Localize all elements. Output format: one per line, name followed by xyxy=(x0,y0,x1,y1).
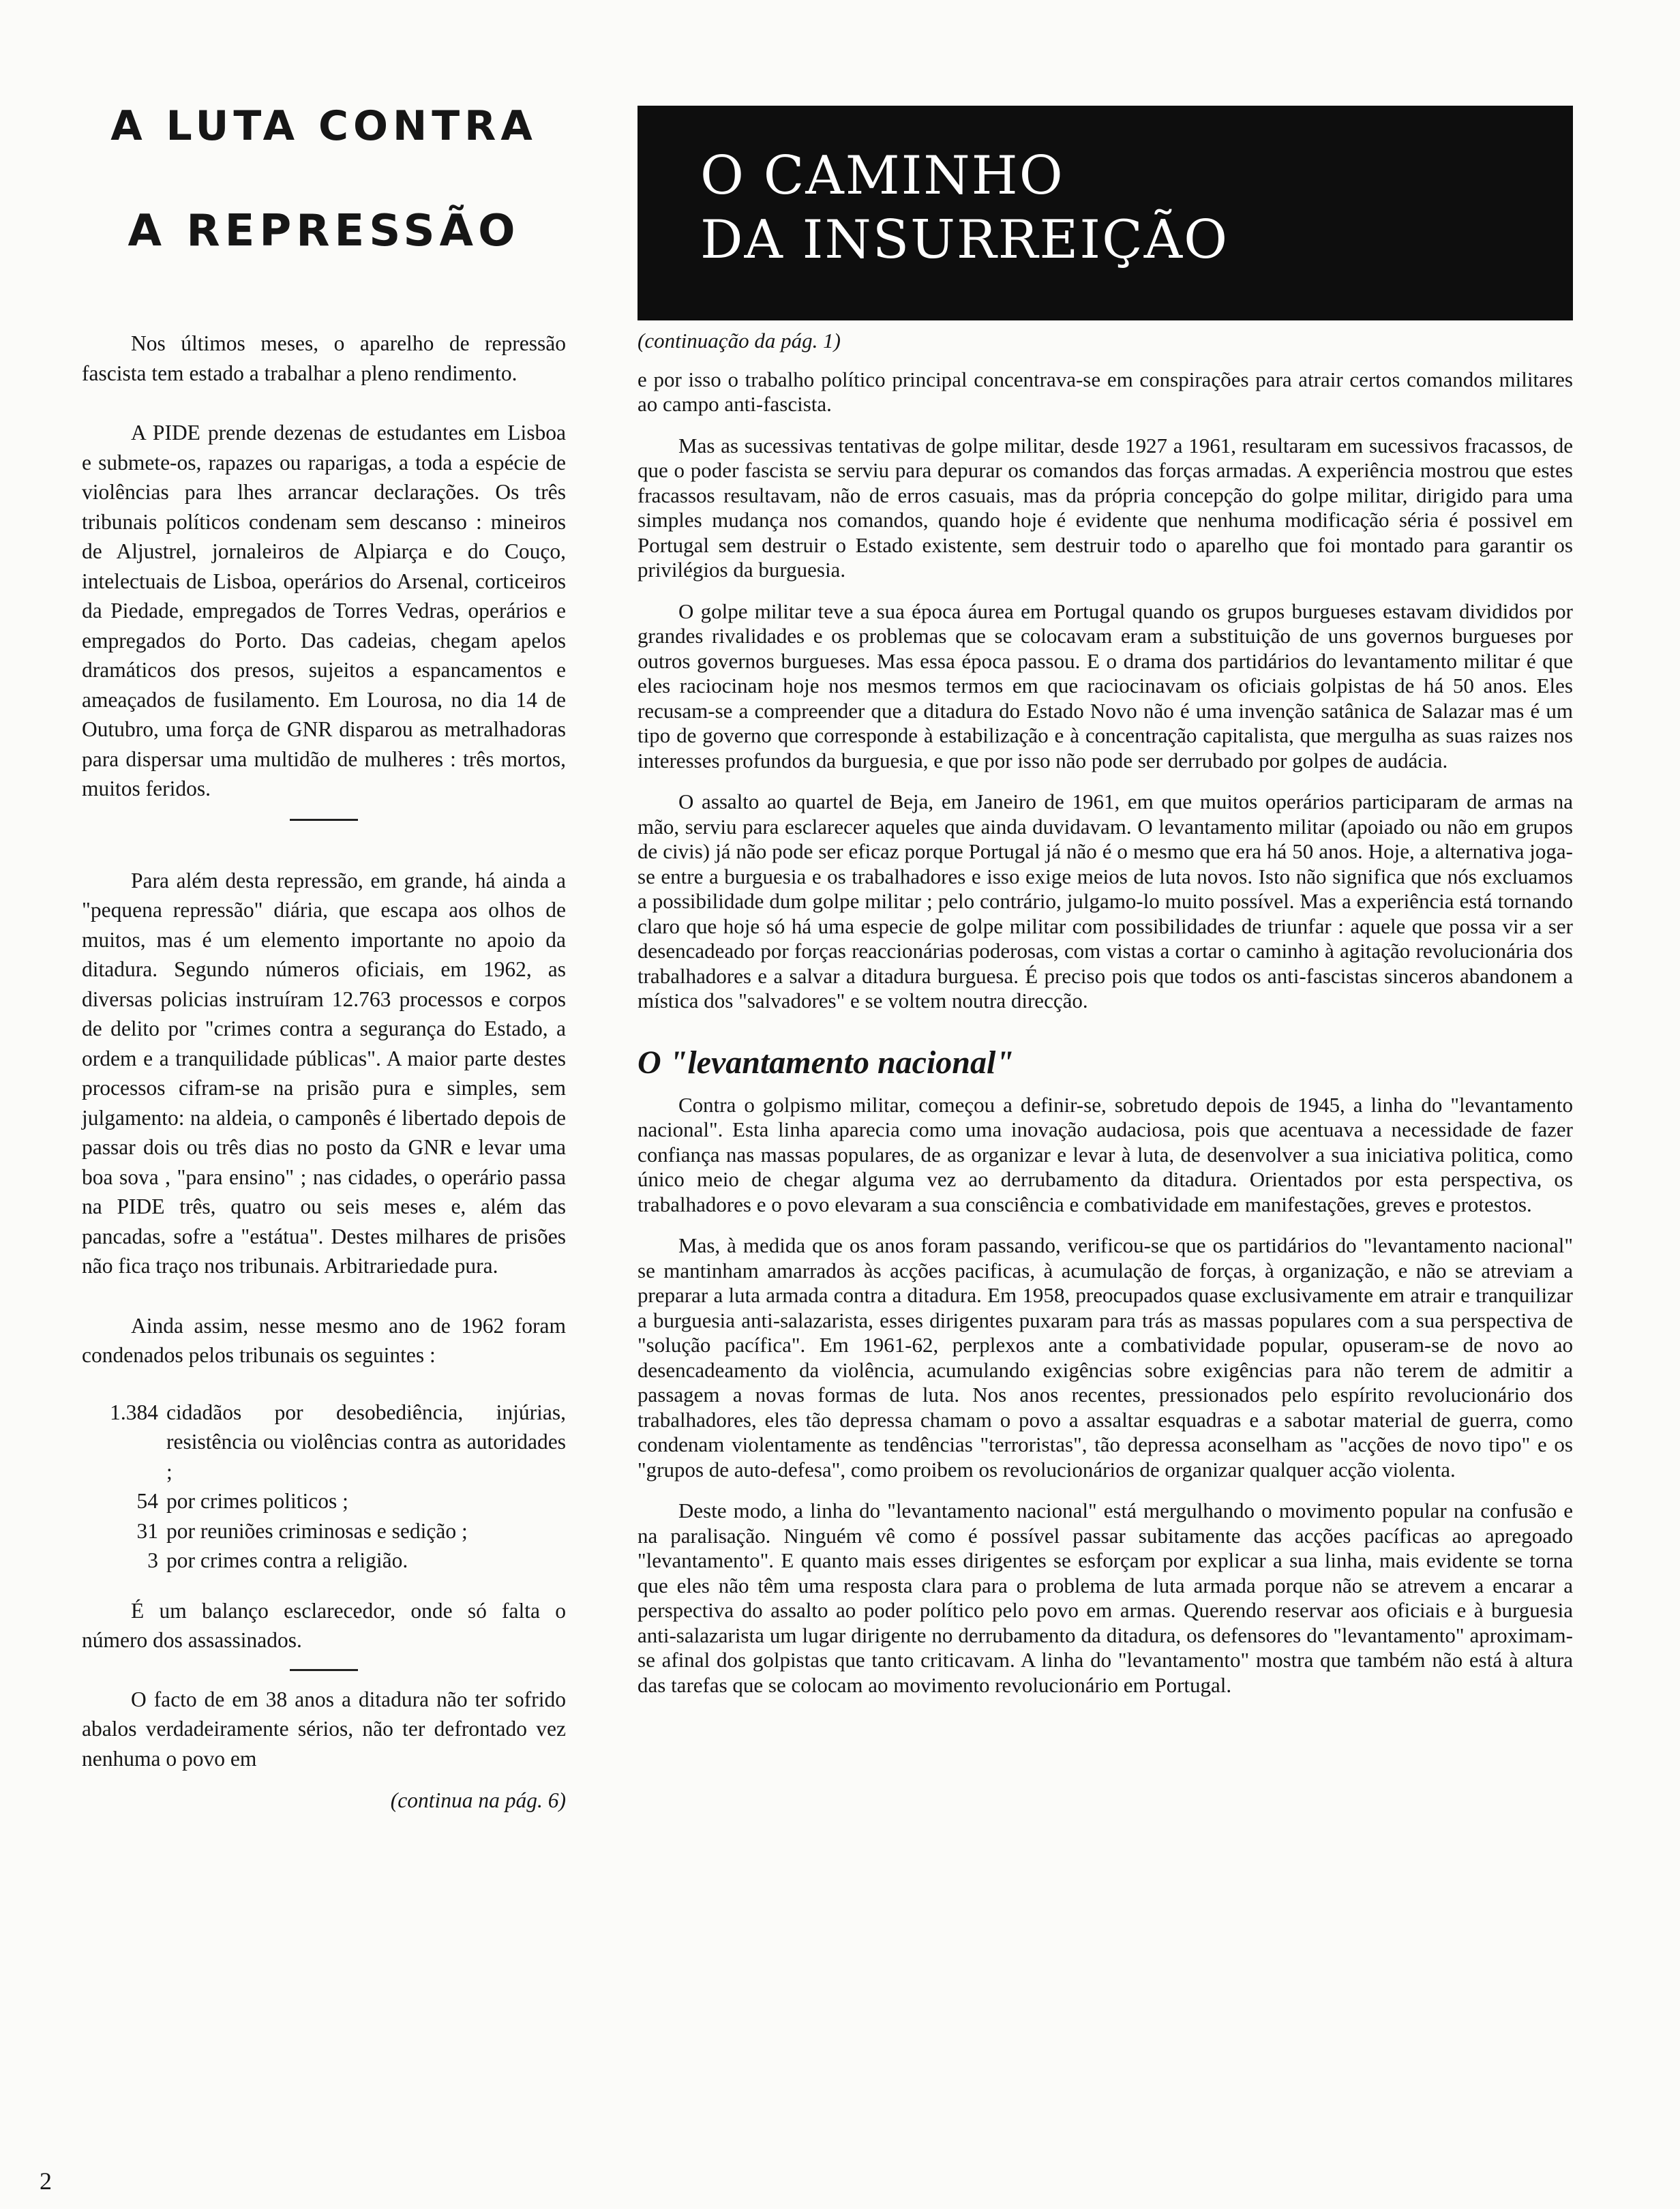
left-paragraph-5: É um balanço esclarecedor, onde só falta o número dos assassinados. xyxy=(82,1598,566,1652)
right-paragraph-7: Deste modo, a linha do "levantamento nacional" está mergulhando o movimento popular na confusão e na paralisação. Ninguém vê como é possível passar subitamente das acções pacíficas ao apregoado "levantamento". E quanto mais esses dirigentes se esforçam por explicar a sua linha, mais evidente se torna que eles não têm uma resposta clara para o problema de luta armada porque não se atrevem a encarar a perspectiva do assalto ao poder político pelo povo em armas. Querendo reservar aos oficiais e à burguesia anti-salazarista um lugar dirigente no derrubamento da ditadura, os defensores do "levantamento" aproximam-se afinal dos golpistas que tanto criticavam. A linha do "levantamento" mostra que também não está à altura das tarefas que se colocam ao movimento revolucionário em Portugal. xyxy=(638,1499,1573,1697)
right-article-title-banner xyxy=(638,106,1573,320)
banner-title-line1: O CAMINHO xyxy=(700,145,1064,207)
left-paragraph-1: Nos últimos meses, o aparelho de repressão fascista tem estado a trabalhar a pleno rendimento. xyxy=(82,331,566,385)
continued-from-note: (continuação da pág. 1) xyxy=(638,329,841,352)
list-item-number: 54 xyxy=(136,1489,158,1513)
list-item-text: por crimes politicos ; xyxy=(166,1489,348,1513)
page-number: 2 xyxy=(40,2167,52,2195)
left-article-title xyxy=(82,102,566,256)
list-item xyxy=(82,1516,566,1546)
list-item-number: 1.384 xyxy=(110,1400,158,1424)
section-heading: O "levantamento nacional" xyxy=(638,1044,1014,1081)
right-column xyxy=(638,329,1573,1698)
right-paragraph-3: O golpe militar teve a sua época áurea em Portugal quando os grupos burgueses estavam divididos por grandes rivalidades e os problemas que se colocavam eram a substituição de uns governos burgueses por outros governos burgueses. Mas essa época passou. E o drama dos partidários do levantamento militar é que eles raciocinam hoje nos mesmos termos em que raciocinavam os oficiais golpistas de há 50 anos. Eles recusam-se a compreender que a ditadura do Estado Novo não é uma invenção satânica de Salazar mas é um tipo de governo que corresponde à estabilização e à concentração capitalista, que mergulha as suas raizes nos interesses profundos da burguesia, e que por isso não pode ser derrubado por golpes de audácia. xyxy=(638,599,1573,772)
list-item-number: 31 xyxy=(136,1518,158,1543)
continued-on-note: (continua na pág. 6) xyxy=(390,1788,566,1812)
convictions-list xyxy=(82,1398,566,1576)
left-column xyxy=(82,102,566,1816)
list-item xyxy=(82,1398,566,1487)
list-item-text: por crimes contra a religião. xyxy=(166,1548,408,1572)
list-item-text: por reuniões criminosas e sedição ; xyxy=(166,1518,468,1543)
left-paragraph-4: Ainda assim, nesse mesmo ano de 1962 foram condenados pelos tribunais os seguintes : xyxy=(82,1313,566,1367)
banner-title-line2: DA INSURREIÇÃO xyxy=(700,209,1229,271)
left-title-line1: A LUTA CONTRA xyxy=(110,102,537,150)
right-paragraph-2: Mas as sucessivas tentativas de golpe militar, desde 1927 a 1961, resultaram em sucessivos fracassos, de que o poder fascista se serviu para depurar os comandos das forças armadas. A experiência mostrou que estes fracassos resultavam, não de erros casuais, mas da própria concepção do golpe militar, dirigido para uma simples mudança nos comandos, quando hoje é evidente que nenhuma modificação séria é possivel em Portugal sem destruir o Estado existente, sem destruir todo o aparelho que foi montado para garantir os privilégios da burguesia. xyxy=(638,433,1573,582)
left-paragraph-6: O facto de em 38 anos a ditadura não ter sofrido abalos verdadeiramente sérios, não ter defrontado vez nenhuma o povo em xyxy=(82,1687,566,1771)
right-paragraph-6: Mas, à medida que os anos foram passando, verificou-se que os partidários do "levantamento nacional" se mantinham amarrados às acções pacificas, à acumulação de forças, à organização, e não se atreviam a preparar a luta armada contra a ditadura. Em 1958, preocupados quase exclusivamente em atrair e tranquilizar a burguesia anti-salazarista, esses dirigentes puxaram para trás as massas populares com a sua perspectiva de "solução pacífica". Em 1961-62, perplexos ante a combatividade popular, opuseram-se de novo ao desencadeamento da violência, acumulando exigências sobre exigências para não terem de admitir a passagem a novas formas de luta. Nos anos recentes, pressionados pelo espírito revolucionário dos trabalhadores, eles tão depressa chamam o povo a assaltar esquadras e a sabotar material de guerra, como condenam violentamente as tendências "terroristas", tão depressa aconselham as "acções de novo tipo" e os "grupos de auto-defesa", como proibem os revolucionários de organizar qualquer acção violenta. xyxy=(638,1233,1573,1482)
left-title-line2: A REPRESSÃO xyxy=(127,206,520,256)
list-item-number: 3 xyxy=(147,1548,158,1572)
right-paragraph-1: e por isso o trabalho político principal concentrava-se em conspirações para atrair certos comandos militares ao campo anti-fascista. xyxy=(638,367,1573,416)
left-paragraph-3: Para além desta repressão, em grande, há ainda a "pequena repressão" diária, que escapa aos olhos de muitos, mas é um elemento importante no apoio da ditadura. Segundo números oficiais, em 1962, as diversas policias instruíram 12.763 processos e corpos de delito por "crimes contra a segurança do Estado, a ordem e a tranquilidade públicas". A maior parte destes processos cifram-se na prisão pura e simples, sem julgamento: na aldeia, o camponês é libertado depois de passar dois ou três dias no posto da GNR e levar uma boa sova , "para ensino" ; nas cidades, o operário passa na PIDE três, quatro ou seis meses e, além das pancadas, sofre a "estátua". Destes milhares de prisões não fica traço nos tribunais. Arbitrariedade pura. xyxy=(82,868,566,1278)
section-divider xyxy=(290,819,358,821)
right-paragraph-5: Contra o golpismo militar, começou a definir-se, sobretudo depois de 1945, a linha do "levantamento nacional". Esta linha aparecia como uma inovação audaciosa, pois que acentuava a necessidade de fazer confiança nas massas populares, de as organizar e levar à luta, de desenvolver a sua iniciativa politica, como único meio de chegar alguma vez ao derrubamento da ditadura. Orientados por esta perspectiva, os trabalhadores e o povo elevaram a sua consciência e combatividade em manifestações, greves e protestos. xyxy=(638,1092,1573,1216)
right-paragraph-4: O assalto ao quartel de Beja, em Janeiro de 1961, em que muitos operários participaram de armas na mão, serviu para esclarecer aqueles que ainda duvidavam. O levantamento militar (apoiado ou não em grupos de civis) já não pode ser eficaz porque Portugal já não é o mesmo que era há 50 anos. Hoje, a alternativa joga-se entre a burguesia e os trabalhadores e isso exige meios de luta novos. Isto não significa que nós excluamos a possibilidade dum golpe militar ; pelo contrário, julgamo-lo muito possível. Mas a experiência está tornando claro que hoje só há uma especie de golpe militar com possibilidades de triunfar : aquele que possa vir a ser desencadeado por forças reaccionárias poderosas, com vistas a cortar o caminho à agitação revolucionária dos trabalhadores e a salvar a ditadura burguesa. É preciso pois que todos os anti-fascistas sinceros abandonem a mística dos "salvadores" e se voltem noutra direcção. xyxy=(638,790,1573,1012)
section-divider xyxy=(290,1669,358,1671)
list-item-text: cidadãos por desobediência, injúrias, resistência ou violências contra as autoridades ; xyxy=(166,1400,566,1484)
list-item xyxy=(82,1486,566,1516)
left-paragraph-2: A PIDE prende dezenas de estudantes em Lisboa e submete-os, rapazes ou raparigas, a toda a espécie de violências para lhes arrancar declarações. Os três tribunais políticos condenam sem descanso : mineiros de Aljustrel, jornaleiros de Alpiarça e do Couço, intelectuais de Lisboa, operários do Arsenal, corticeiros da Piedade, empregados de Torres Vedras, operários e empregados do Porto. Das cadeias, chegam apelos dramáticos dos presos, sujeitos a espancamentos e ameaçados de fusilamento. Em Lourosa, no dia 14 de Outubro, uma força de GNR disparou as metralhadoras para dispersar uma multidão de mulheres : três mortos, muitos feridos. xyxy=(82,421,566,800)
list-item xyxy=(82,1546,566,1576)
left-article-body xyxy=(82,329,566,1816)
